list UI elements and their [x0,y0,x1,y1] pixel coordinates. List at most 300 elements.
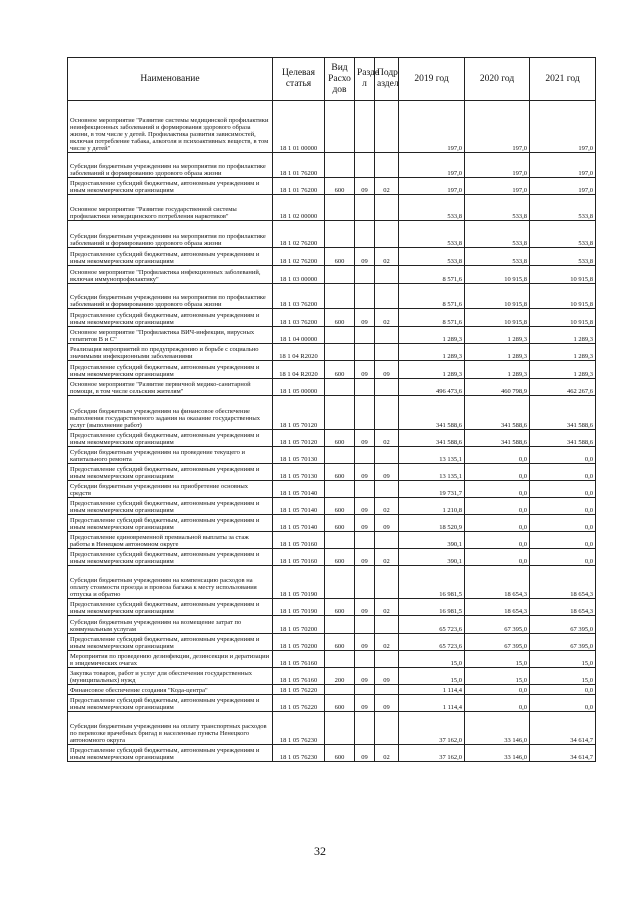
table-row [68,309,596,327]
cell-section: 09 [355,248,375,266]
cell-name: Субсидии бюджетным учреждениям на оплату транспортных расходов по перевозке врачебных бригад в населенные пункты Ненецкого автономного округа [68,712,273,745]
cell-2019: 65 723,6 [399,616,465,634]
cell-2020: 533,8 [465,248,530,266]
cell-name: Субсидии бюджетным учреждениям на финансовое обеспечение выполнения государственного задания на оказание государственных услуг (выполнение работ) [68,396,273,430]
cell-expense-type [325,284,355,309]
cell-name: Предоставление субсидий бюджетным, автономным учреждениям и иным некоммерческим организациям [68,464,273,481]
cell-section [355,532,375,549]
cell-target-article: 18 1 05 00000 [273,379,325,396]
cell-2020: 67 395,0 [465,616,530,634]
cell-2021: 0,0 [530,498,596,515]
cell-expense-type [325,396,355,430]
cell-expense-type: 600 [325,430,355,447]
cell-2021: 10 915,8 [530,309,596,327]
cell-target-article: 18 1 01 00000 [273,101,325,153]
cell-name: Основное мероприятие "Развитие государственной системы профилактики немедицинского потребления наркотиков" [68,195,273,221]
cell-expense-type [325,379,355,396]
cell-target-article: 18 1 05 76230 [273,712,325,745]
cell-section [355,344,375,361]
header-section: Разде л [355,58,375,101]
cell-target-article: 18 1 05 76220 [273,695,325,712]
cell-subsection [375,344,399,361]
table-row [68,447,596,464]
cell-subsection: 09 [375,515,399,532]
cell-name: Основное мероприятие "Развитие первичной медико-санитарной помощи, в том числе сельским жителям" [68,379,273,396]
cell-expense-type [325,616,355,634]
cell-target-article: 18 1 05 70130 [273,464,325,481]
cell-2020: 533,8 [465,221,530,248]
cell-2021: 197,0 [530,101,596,153]
cell-subsection: 02 [375,745,399,762]
cell-section [355,566,375,599]
cell-target-article: 18 1 05 70120 [273,396,325,430]
cell-subsection: 02 [375,599,399,616]
table-row [68,515,596,532]
cell-2021: 0,0 [530,481,596,498]
cell-2020: 460 798,9 [465,379,530,396]
cell-subsection [375,284,399,309]
cell-expense-type [325,101,355,153]
cell-section [355,284,375,309]
cell-expense-type [325,447,355,464]
cell-subsection [375,651,399,668]
cell-2019: 1 114,4 [399,695,465,712]
budget-table-page [67,57,595,762]
cell-2020: 1 289,3 [465,361,530,379]
table-row [68,266,596,284]
cell-2020: 1 289,3 [465,327,530,344]
cell-2019: 533,8 [399,221,465,248]
cell-section [355,447,375,464]
cell-subsection: 02 [375,178,399,195]
cell-2019: 341 588,6 [399,430,465,447]
cell-2020: 1 289,3 [465,344,530,361]
cell-section: 09 [355,178,375,195]
cell-expense-type [325,712,355,745]
cell-2021: 0,0 [530,464,596,481]
cell-2021: 18 654,3 [530,566,596,599]
cell-2021: 533,8 [530,221,596,248]
table-row [68,153,596,178]
cell-subsection [375,266,399,284]
cell-name: Предоставление субсидий бюджетным, автономным учреждениям и иным некоммерческим организациям [68,430,273,447]
cell-expense-type: 600 [325,178,355,195]
cell-target-article: 18 1 02 76200 [273,221,325,248]
cell-name: Основное мероприятие "Профилактика инфекционных заболеваний, включая иммунопрофилактику" [68,266,273,284]
cell-target-article: 18 1 04 R2020 [273,344,325,361]
cell-section: 09 [355,745,375,762]
cell-section [355,685,375,695]
cell-expense-type: 600 [325,309,355,327]
cell-expense-type: 600 [325,248,355,266]
header-2021: 2021 год [530,58,596,101]
cell-2019: 1 210,8 [399,498,465,515]
cell-2019: 13 135,1 [399,447,465,464]
cell-2020: 197,0 [465,153,530,178]
cell-2020: 533,8 [465,195,530,221]
cell-2021: 0,0 [530,447,596,464]
cell-expense-type [325,566,355,599]
cell-target-article: 18 1 03 76200 [273,309,325,327]
cell-2021: 0,0 [530,549,596,566]
cell-name: Субсидии бюджетным учреждениям на мероприятия по профилактике заболеваний и формированию здорового образа жизни [68,284,273,309]
cell-2020: 197,0 [465,178,530,195]
cell-2021: 1 289,3 [530,361,596,379]
cell-target-article: 18 1 05 70160 [273,549,325,566]
cell-section: 09 [355,695,375,712]
cell-2020: 197,0 [465,101,530,153]
cell-section [355,481,375,498]
cell-subsection: 09 [375,668,399,685]
cell-expense-type: 600 [325,745,355,762]
cell-target-article: 18 1 01 76200 [273,153,325,178]
table-row [68,221,596,248]
table-row [68,430,596,447]
cell-name: Предоставление субсидий бюджетным, автономным учреждениям и иным некоммерческим организациям [68,634,273,651]
cell-section [355,195,375,221]
cell-2020: 18 654,3 [465,566,530,599]
table-row [68,685,596,695]
cell-2019: 496 473,6 [399,379,465,396]
cell-subsection [375,532,399,549]
cell-section [355,379,375,396]
cell-name: Предоставление субсидий бюджетным, автономным учреждениям и иным некоммерческим организациям [68,515,273,532]
cell-subsection [375,327,399,344]
cell-subsection: 02 [375,248,399,266]
cell-2019: 37 162,0 [399,745,465,762]
cell-subsection [375,685,399,695]
cell-expense-type [325,266,355,284]
cell-2019: 15,0 [399,651,465,668]
cell-2019: 533,8 [399,248,465,266]
cell-2019: 197,0 [399,101,465,153]
cell-2020: 33 146,0 [465,712,530,745]
cell-2021: 197,0 [530,178,596,195]
cell-2020: 0,0 [465,532,530,549]
header-2020: 2020 год [465,58,530,101]
table-row [68,344,596,361]
cell-subsection [375,153,399,178]
cell-2020: 0,0 [465,481,530,498]
cell-expense-type: 600 [325,498,355,515]
cell-target-article: 18 1 05 76160 [273,668,325,685]
table-header-row [68,58,596,101]
cell-subsection [375,101,399,153]
cell-2019: 13 135,1 [399,464,465,481]
cell-2019: 1 289,3 [399,327,465,344]
cell-expense-type [325,153,355,178]
cell-2020: 0,0 [465,549,530,566]
cell-2021: 67 395,0 [530,634,596,651]
cell-subsection [375,712,399,745]
table-row [68,532,596,549]
cell-expense-type [325,532,355,549]
cell-name: Предоставление субсидий бюджетным, автономным учреждениям и иным некоммерческим организациям [68,695,273,712]
table-row [68,634,596,651]
cell-2020: 0,0 [465,515,530,532]
cell-name: Реализация мероприятий по предупреждению и борьбе с социально значимыми инфекционными заболеваниями [68,344,273,361]
cell-subsection [375,616,399,634]
header-name: Наименование [68,58,273,101]
cell-section: 09 [355,498,375,515]
cell-2020: 341 588,6 [465,396,530,430]
cell-name: Субсидии бюджетным учреждениям на компенсацию расходов на оплату стоимости проезда и провоза багажа к месту использования отпуска и обратно [68,566,273,599]
table-row [68,651,596,668]
cell-2021: 67 395,0 [530,616,596,634]
cell-2020: 10 915,8 [465,284,530,309]
cell-name: Субсидии бюджетным учреждениям на возмещение затрат по коммунальным услугам [68,616,273,634]
table-row [68,248,596,266]
cell-target-article: 18 1 02 76200 [273,248,325,266]
cell-section: 09 [355,309,375,327]
table-row [68,616,596,634]
header-target-article: Целевая статья [273,58,325,101]
cell-section [355,616,375,634]
header-subsection: Подр аздел [375,58,399,101]
cell-2020: 0,0 [465,498,530,515]
budget-table [67,57,596,762]
cell-name: Предоставление субсидий бюджетным, автономным учреждениям и иным некоммерческим организациям [68,745,273,762]
cell-expense-type [325,195,355,221]
table-row [68,712,596,745]
cell-2019: 19 731,7 [399,481,465,498]
cell-subsection [375,481,399,498]
cell-2020: 0,0 [465,464,530,481]
cell-2020: 341 588,6 [465,430,530,447]
cell-target-article: 18 1 05 76220 [273,685,325,695]
cell-subsection: 09 [375,695,399,712]
cell-section: 09 [355,361,375,379]
cell-2021: 197,0 [530,153,596,178]
table-row [68,284,596,309]
table-row [68,599,596,616]
cell-2021: 0,0 [530,515,596,532]
cell-2019: 8 571,6 [399,266,465,284]
cell-expense-type: 600 [325,634,355,651]
cell-subsection: 09 [375,464,399,481]
cell-expense-type: 600 [325,361,355,379]
cell-section: 09 [355,599,375,616]
cell-section [355,101,375,153]
cell-2019: 8 571,6 [399,309,465,327]
cell-expense-type: 200 [325,668,355,685]
cell-expense-type [325,327,355,344]
cell-2019: 197,0 [399,153,465,178]
cell-section [355,396,375,430]
table-body [68,101,596,762]
cell-name: Предоставление субсидий бюджетным, автономным учреждениям и иным некоммерческим организациям [68,549,273,566]
cell-2019: 1 289,3 [399,361,465,379]
cell-2021: 34 614,7 [530,712,596,745]
table-row [68,695,596,712]
cell-expense-type [325,221,355,248]
cell-name: Основное мероприятие "Развитие системы медицинской профилактики неинфекционных заболеваний и формирования здорового образа жизни, в том числе у детей. Профилактика развития зависимостей, включая потребление табака, алкоголя и психоактивных веществ, в том числе у детей" [68,101,273,153]
cell-2021: 10 915,8 [530,266,596,284]
cell-name: Финансовое обеспечение создания "Кода-центра" [68,685,273,695]
table-row [68,178,596,195]
cell-2021: 341 588,6 [530,396,596,430]
cell-subsection [375,396,399,430]
cell-section: 09 [355,430,375,447]
cell-target-article: 18 1 05 70160 [273,532,325,549]
cell-expense-type: 600 [325,515,355,532]
cell-2020: 10 915,8 [465,309,530,327]
cell-2021: 462 267,6 [530,379,596,396]
cell-name: Предоставление субсидий бюджетным, автономным учреждениям и иным некоммерческим организациям [68,498,273,515]
table-row [68,481,596,498]
cell-expense-type [325,651,355,668]
cell-subsection [375,221,399,248]
cell-2019: 18 520,9 [399,515,465,532]
cell-name: Предоставление единовременной премиальной выплаты за стаж работы в Ненецком автономном округе [68,532,273,549]
table-row [68,668,596,685]
cell-2020: 0,0 [465,447,530,464]
table-row [68,396,596,430]
cell-expense-type: 600 [325,599,355,616]
cell-target-article: 18 1 05 76230 [273,745,325,762]
cell-2021: 533,8 [530,195,596,221]
cell-2021: 10 915,8 [530,284,596,309]
cell-2021: 0,0 [530,695,596,712]
cell-expense-type: 600 [325,549,355,566]
cell-target-article: 18 1 05 70190 [273,599,325,616]
cell-subsection [375,566,399,599]
cell-target-article: 18 1 05 70140 [273,498,325,515]
cell-2019: 37 162,0 [399,712,465,745]
cell-section [355,651,375,668]
table-row [68,327,596,344]
cell-2019: 1 114,4 [399,685,465,695]
cell-name: Предоставление субсидий бюджетным, автономным учреждениям и иным некоммерческим организациям [68,248,273,266]
cell-name: Основное мероприятие "Профилактика ВИЧ-инфекции, вирусных гепатитов В и С" [68,327,273,344]
cell-2019: 65 723,6 [399,634,465,651]
cell-name: Мероприятия по проведению дезинфекции, дезинсекции и дератизации в эпидемических очагах [68,651,273,668]
cell-2020: 15,0 [465,651,530,668]
cell-target-article: 18 1 05 76160 [273,651,325,668]
header-2019: 2019 год [399,58,465,101]
table-row [68,195,596,221]
cell-2021: 533,8 [530,248,596,266]
cell-2021: 1 289,3 [530,327,596,344]
cell-section: 09 [355,515,375,532]
cell-2020: 18 654,3 [465,599,530,616]
cell-2021: 15,0 [530,668,596,685]
cell-subsection [375,379,399,396]
cell-subsection: 02 [375,430,399,447]
cell-target-article: 18 1 05 70120 [273,430,325,447]
cell-name: Субсидии бюджетным учреждениям на проведение текущего и капитального ремонта [68,447,273,464]
cell-2021: 18 654,3 [530,599,596,616]
cell-target-article: 18 1 04 R2020 [273,361,325,379]
table-row [68,566,596,599]
table-row [68,361,596,379]
cell-2019: 197,0 [399,178,465,195]
cell-subsection: 09 [375,361,399,379]
cell-target-article: 18 1 04 00000 [273,327,325,344]
cell-target-article: 18 1 05 70140 [273,481,325,498]
cell-target-article: 18 1 05 70130 [273,447,325,464]
cell-subsection: 02 [375,309,399,327]
cell-name: Предоставление субсидий бюджетным, автономным учреждениям и иным некоммерческим организациям [68,178,273,195]
cell-name: Предоставление субсидий бюджетным, автономным учреждениям и иным некоммерческим организациям [68,361,273,379]
cell-section: 09 [355,668,375,685]
cell-2020: 15,0 [465,668,530,685]
cell-2020: 33 146,0 [465,745,530,762]
cell-2021: 15,0 [530,651,596,668]
cell-target-article: 18 1 03 76200 [273,284,325,309]
cell-expense-type [325,481,355,498]
cell-section: 09 [355,634,375,651]
cell-2020: 0,0 [465,685,530,695]
cell-target-article: 18 1 05 70190 [273,566,325,599]
cell-section [355,221,375,248]
cell-target-article: 18 1 01 76200 [273,178,325,195]
cell-2020: 67 395,0 [465,634,530,651]
cell-expense-type [325,344,355,361]
cell-name: Субсидии бюджетным учреждениям на мероприятия по профилактике заболеваний и формированию здорового образа жизни [68,153,273,178]
cell-2021: 341 588,6 [530,430,596,447]
header-expense-type: Вид Расхо дов [325,58,355,101]
table-row [68,464,596,481]
cell-subsection [375,195,399,221]
cell-expense-type: 600 [325,695,355,712]
cell-subsection [375,447,399,464]
cell-2019: 533,8 [399,195,465,221]
cell-2019: 1 289,3 [399,344,465,361]
cell-target-article: 18 1 05 70200 [273,634,325,651]
cell-target-article: 18 1 03 00000 [273,266,325,284]
page-number: 32 [314,844,326,858]
cell-section: 09 [355,464,375,481]
cell-2021: 34 614,7 [530,745,596,762]
cell-2021: 0,0 [530,532,596,549]
cell-2021: 1 289,3 [530,344,596,361]
table-row [68,101,596,153]
cell-section [355,712,375,745]
cell-2019: 16 981,5 [399,599,465,616]
cell-target-article: 18 1 02 00000 [273,195,325,221]
cell-2020: 0,0 [465,695,530,712]
cell-2020: 10 915,8 [465,266,530,284]
cell-section [355,266,375,284]
cell-section [355,153,375,178]
cell-name: Предоставление субсидий бюджетным, автономным учреждениям и иным некоммерческим организациям [68,309,273,327]
table-row [68,745,596,762]
cell-target-article: 18 1 05 70140 [273,515,325,532]
cell-subsection: 02 [375,634,399,651]
cell-name: Субсидии бюджетным учреждениям на мероприятия по профилактике заболеваний и формированию здорового образа жизни [68,221,273,248]
cell-2019: 8 571,6 [399,284,465,309]
cell-name: Субсидии бюджетным учреждениям на приобретение основных средств [68,481,273,498]
cell-name: Предоставление субсидий бюджетным, автономным учреждениям и иным некоммерческим организациям [68,599,273,616]
table-row [68,498,596,515]
cell-2021: 0,0 [530,685,596,695]
cell-expense-type [325,685,355,695]
cell-2019: 390,1 [399,532,465,549]
table-row [68,549,596,566]
cell-2019: 341 588,6 [399,396,465,430]
cell-name: Закупка товаров, работ и услуг для обеспечения государственных (муниципальных) нужд [68,668,273,685]
cell-2019: 16 981,5 [399,566,465,599]
cell-2019: 390,1 [399,549,465,566]
cell-subsection: 02 [375,549,399,566]
cell-2019: 15,0 [399,668,465,685]
cell-section [355,327,375,344]
cell-subsection: 02 [375,498,399,515]
cell-target-article: 18 1 05 70200 [273,616,325,634]
cell-expense-type: 600 [325,464,355,481]
table-row [68,379,596,396]
